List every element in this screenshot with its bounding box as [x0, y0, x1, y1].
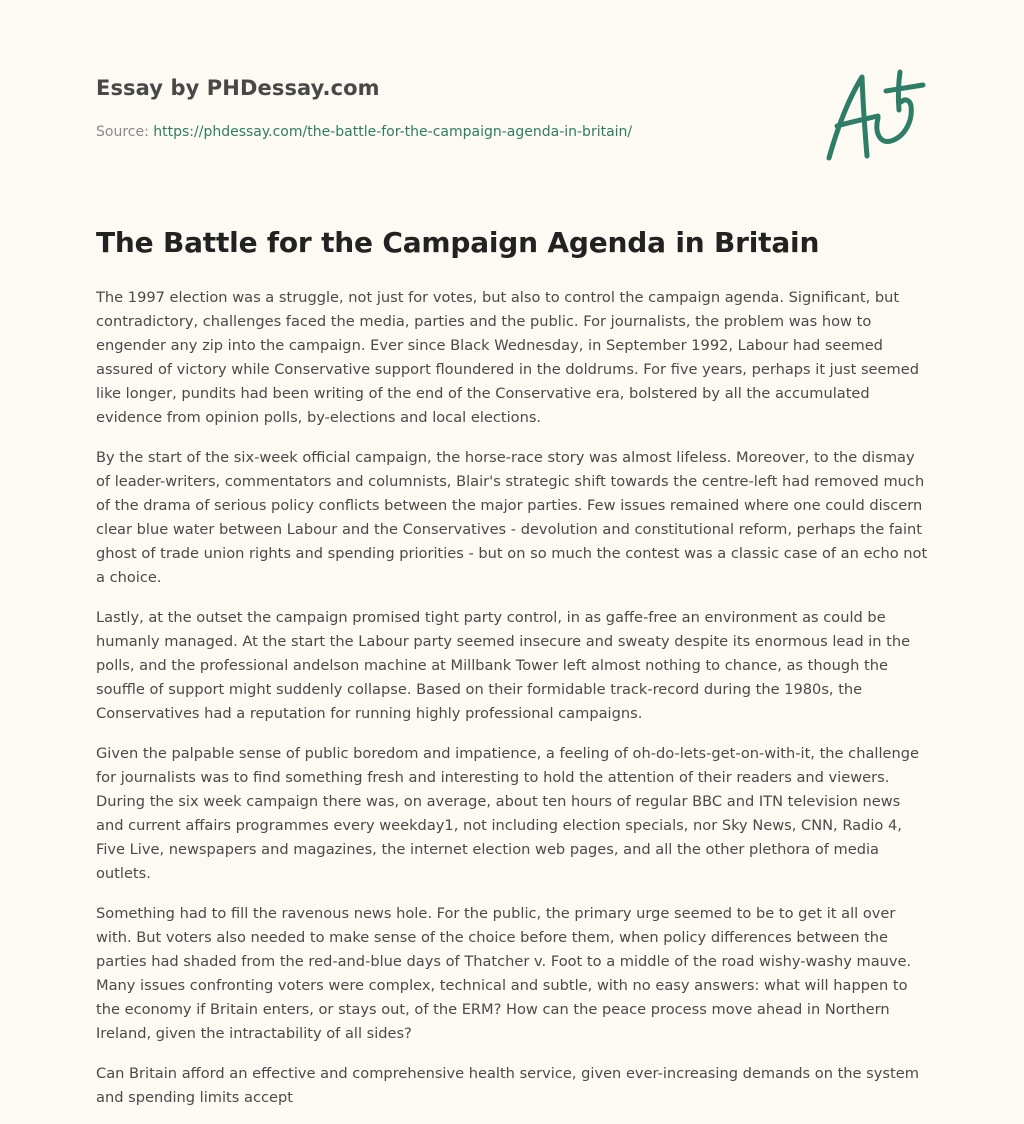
essay-paragraph: The 1997 election was a struggle, not just for votes, but also to control the campaign agenda. Significant, but contradictory, challenges faced the media, parties and the public. For journalists, the problem was how to engender any zip into the campaign. Ever since Black Wednesday, in September 1992, Labour had seemed assured of victory while Conservative support floundered in the doldrums. For five years, perhaps it just seemed like longer, pundits had been writing of the end of the Conservative era, bolstered by all the accumulated evidence from opinion polls, by-elections and local elections. [96, 289, 919, 426]
a-plus-logo-icon [818, 64, 930, 168]
essay-paragraph: By the start of the six-week official campaign, the horse-race story was almost lifeless. Moreover, to the dismay of leader-writers, commentators and columnists, Blair's strategic shift towards the centre-left had removed much of the drama of serious policy conflicts between the major parties. Few issues remained where one could discern clear blue water between Labour and the Conservatives - devolution and constitutional reform, perhaps the faint ghost of trade union rights and spending priorities - but on so much the contest was a classic case of an echo not a choice. [96, 449, 928, 586]
source-label: Source: [96, 124, 154, 140]
source-line [96, 124, 632, 140]
essay-paragraph: Lastly, at the outset the campaign promised tight party control, in as gaffe-free an environment as could be humanly managed. At the start the Labour party seemed insecure and sweaty despite its enormous lead in the polls, and the professional andelson machine at Millbank Tower left almost nothing to chance, as though the souffle of support might suddenly collapse. Based on their formidable track-record during the 1980s, the Conservatives had a reputation for running highly professional campaigns. [96, 609, 911, 722]
essay-paragraph: Can Britain afford an effective and comprehensive health service, given ever-increasing demands on the system and spending limits accept [96, 1065, 919, 1106]
essay-body [96, 286, 932, 1124]
source-link[interactable]: https://phdessay.com/the-battle-for-the-campaign-agenda-in-britain/ [153, 124, 633, 140]
essay-title: The Battle for the Campaign Agenda in Britain [96, 226, 820, 259]
site-brand: Essay by PHDessay.com [96, 76, 380, 100]
essay-paragraph: Given the palpable sense of public boredom and impatience, a feeling of oh-do-lets-get-on-with-it, the challenge for journalists was to find something fresh and interesting to hold the attention of their readers and viewers. During the six week campaign there was, on average, about ten hours of regular BBC and ITN television news and current affairs programmes every weekday1, not including election specials, nor Sky News, CNN, Radio 4, Five Live, newspapers and magazines, the internet election web pages, and all the other plethora of media outlets. [96, 745, 919, 882]
essay-paragraph: Something had to fill the ravenous news hole. For the public, the primary urge seemed to be to get it all over with. But voters also needed to make sense of the choice before them, when policy differences between the parties had shaded from the red-and-blue days of Thatcher v. Foot to a middle of the road wishy-washy mauve. Many issues confronting voters were complex, technical and subtle, with no easy answers: what will happen to the economy if Britain enters, or stays out, of the ERM? How can the peace process move ahead in Northern Ireland, given the intractability of all sides? [96, 905, 912, 1042]
